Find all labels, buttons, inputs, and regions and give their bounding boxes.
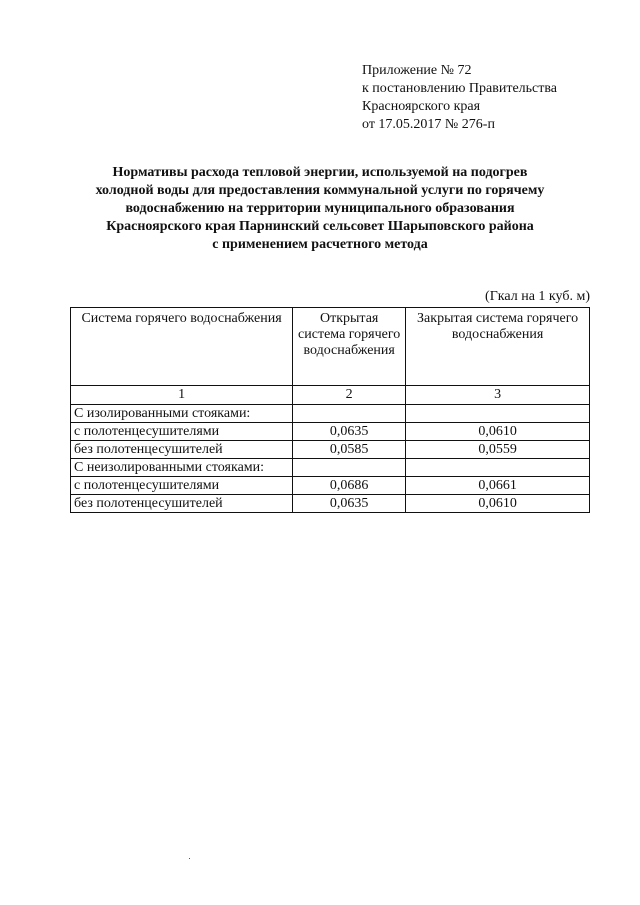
row-label: С изолированными стояками: <box>71 405 293 423</box>
row-label: без полотенцесушителей <box>71 441 293 459</box>
header-cell-open: Открытая система горячего водоснабжения <box>293 308 406 386</box>
appendix-line: к постановлению Правительства <box>362 81 558 96</box>
norms-table <box>70 307 590 513</box>
appendix-line: Приложение № 72 <box>362 63 472 78</box>
row-label: с полотенцесушителями <box>71 477 293 495</box>
appendix-line: Красноярского края <box>362 99 481 114</box>
units-note: (Гкал на 1 куб. м) <box>485 289 590 304</box>
column-number: 3 <box>406 386 590 405</box>
open-system-value: 0,0635 <box>293 423 406 441</box>
open-system-value <box>293 405 406 423</box>
column-number: 1 <box>71 386 293 405</box>
column-number: 2 <box>293 386 406 405</box>
header-cell-system: Система горячего водоснабжения <box>71 308 293 386</box>
row-label: без полотенцесушителей <box>71 495 293 513</box>
title-line: водоснабжению на территории муниципального образования <box>125 201 515 216</box>
appendix-line: от 17.05.2017 № 276-п <box>362 117 495 132</box>
header-cell-closed: Закрытая система горячего водоснабжения <box>406 308 590 386</box>
table-row <box>71 423 590 441</box>
title-line: с применением расчетного метода <box>212 237 428 252</box>
closed-system-value: 0,0610 <box>406 495 590 513</box>
title-line: Красноярского края Парнинский сельсовет Шарыповского района <box>106 219 534 234</box>
row-label: с полотенцесушителями <box>71 423 293 441</box>
title-line: холодной воды для предоставления коммунальной услуги по горячему <box>95 183 545 198</box>
table-row <box>71 459 590 477</box>
closed-system-value: 0,0610 <box>406 423 590 441</box>
closed-system-value <box>406 459 590 477</box>
table-row <box>71 495 590 513</box>
closed-system-value: 0,0559 <box>406 441 590 459</box>
document-title <box>60 164 580 254</box>
title-line: Нормативы расхода тепловой энергии, используемой на подогрев <box>112 165 528 180</box>
scan-speck <box>189 858 190 859</box>
table-row <box>71 477 590 495</box>
closed-system-value <box>406 405 590 423</box>
appendix-block <box>362 62 622 134</box>
open-system-value: 0,0686 <box>293 477 406 495</box>
open-system-value <box>293 459 406 477</box>
open-system-value: 0,0585 <box>293 441 406 459</box>
closed-system-value: 0,0661 <box>406 477 590 495</box>
table-row <box>71 441 590 459</box>
open-system-value: 0,0635 <box>293 495 406 513</box>
column-number-row <box>71 386 590 405</box>
row-label: С неизолированными стояками: <box>71 459 293 477</box>
table-header-row <box>71 308 590 386</box>
table-row <box>71 405 590 423</box>
